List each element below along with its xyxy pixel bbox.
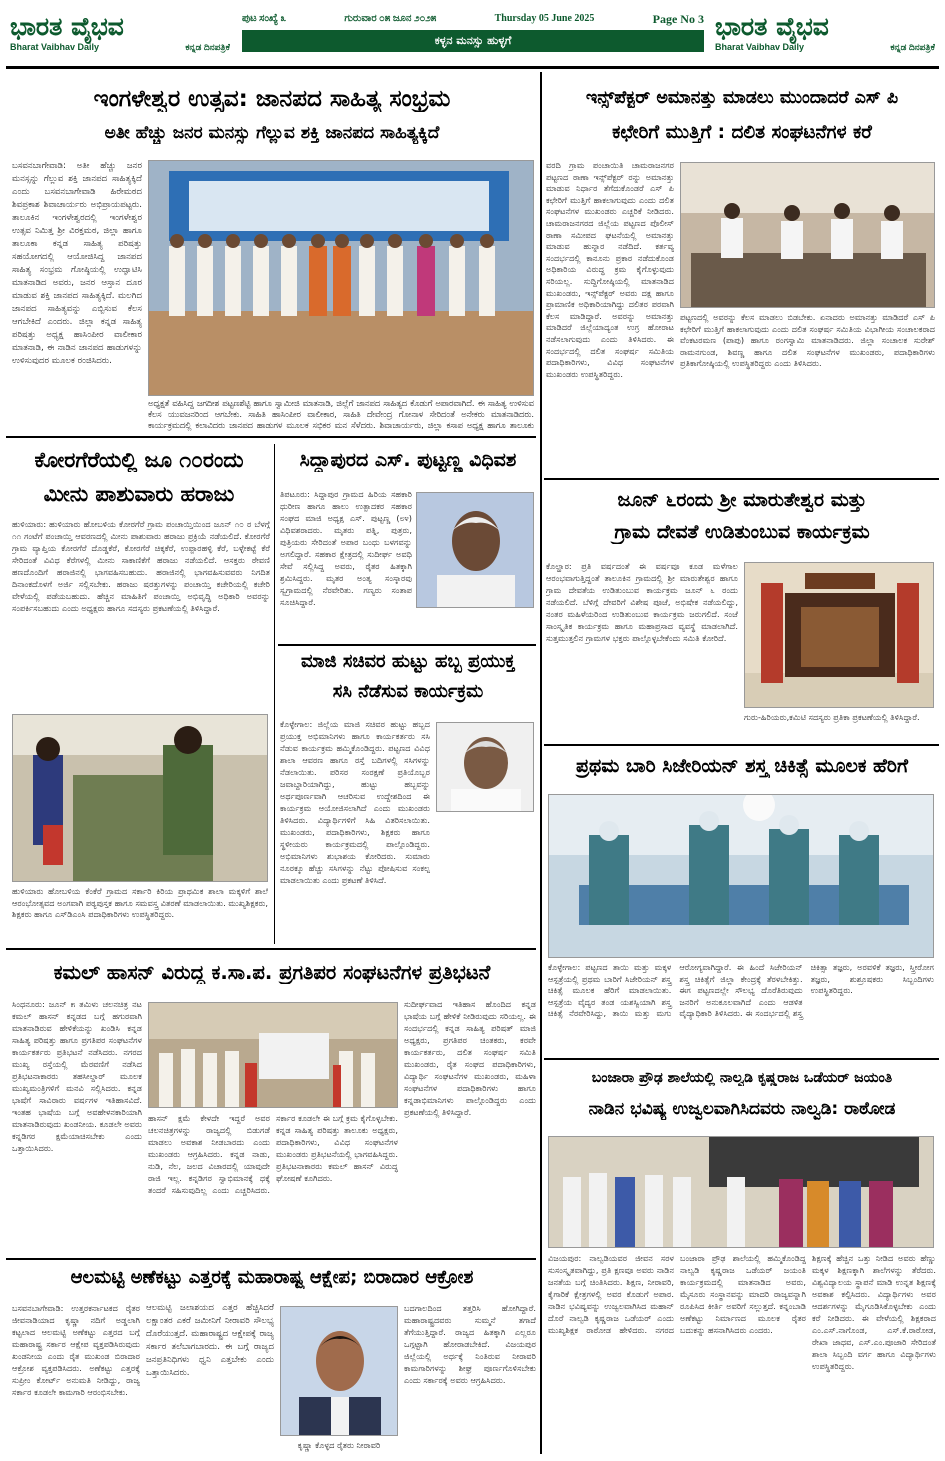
a1-photo — [148, 160, 534, 396]
a6-photo — [744, 562, 934, 708]
a4-portrait — [417, 493, 534, 608]
a5-portrait — [437, 723, 534, 812]
slogan: ಕಳ್ಳನ ಮನಸ್ಸು ಹುಳ್ಳಗೆ — [434, 34, 512, 47]
a10-headline: ಆಲಮಟ್ಟಿ ಅಣೆಕಟ್ಟು ಎತ್ತರಕ್ಕೆ ಮಹಾರಾಷ್ಟ್ರ ಆಕ್ಷೇಪ; ಬಿರಾದಾರ ಆಕ್ರೋಶ — [70, 1268, 474, 1288]
a8-rule — [6, 1258, 536, 1260]
a6-text: ಕೊಲ್ಹಾರ: ಪ್ರತಿ ವರ್ಷದಂತೆ ಈ ವರ್ಷವೂ ಕೂಡ ಮಳೆಗಾಲ ಆರಂಭವಾಗುತ್ತಿದ್ದಂತೆ ತಾಲೂಕಿನ ಗ್ರಾಮದಲ್ಲಿ ಶ್ರೀ ಮಾರುತೇಶ್ವರ ಹಾಗೂ ಗ್ರಾಮ ದೇವತೆಯ ಉಡಿತುಂಬುವ ಕಾರ್ಯಕ್ರಮ ಜೂನ್ ೬ ರಂದು ನಡೆಯಲಿದೆ. ಬೆಳಿಗ್ಗೆ ದೇವರಿಗೆ ವಿಶೇಷ ಪೂಜೆ, ಅಭಿಷೇಕ ನಡೆಯಲಿದ್ದು, ನಂತರ ಮಹಿಳೆಯರಿಂದ ಉಡಿತುಂಬುವ ಕಾರ್ಯಕ್ರಮ ಜರುಗಲಿದೆ. ಸಂಜೆ ಸಾಂಸ್ಕೃತಿಕ ಕಾರ್ಯಕ್ರಮ ಹಾಗೂ ಮಹಾಪ್ರಸಾದ ವ್ಯವಸ್ಥೆ ಮಾಡಲಾಗಿದೆ. ಸುತ್ತಮುತ್ತಲಿನ ಗ್ರಾಮಗಳ ಭಕ್ತರು ಪಾಲ್ಗೊಳ್ಳಬೇಕೆಂದು ಸಮಿತಿ ಕೋರಿದೆ. — [546, 561, 738, 643]
a1-rule — [6, 436, 536, 438]
a1-photo-image — [149, 161, 534, 396]
a5-headline: ಮಾಜಿ ಸಚಿವರ ಹುಟ್ಟು ಹಬ್ಬ ಪ್ರಯುಕ್ತ — [300, 652, 515, 672]
a4-headline: ಸಿದ್ದಾಪುರದ ಎಸ್. ಪುಟ್ಟಣ್ಣ ವಿಧಿವಶ — [299, 450, 517, 471]
a2-rule — [544, 478, 939, 480]
masthead-english-left: Bharat Vaibhav Daily — [10, 42, 100, 52]
a5-photo — [436, 722, 534, 812]
masthead-center — [242, 12, 704, 62]
a9-photo — [548, 1136, 934, 1248]
a1-subheadline: ಅತೀ ಹೆಚ್ಚು ಜನರ ಮನಸ್ಸು ಗೆಲ್ಲುವ ಶಕ್ತಿ ಜಾನಪದ ಸಾಹಿತ್ಯಕ್ಕಿದೆ — [104, 124, 440, 143]
a2-photo — [680, 162, 935, 308]
masthead-left — [10, 12, 230, 62]
a6-photo-image — [745, 563, 934, 708]
a2-headline: ಇನ್ಸ್‌ಪೆಕ್ಟರ್ ಅಮಾನತ್ತು ಮಾಡಲು ಮುಂದಾದರೆ ಎಸ್ ಪಿ — [585, 88, 899, 108]
a8-text-right: ಸುದೀರ್ಘವಾದ ಇತಿಹಾಸ ಹೊಂದಿದ ಕನ್ನಡ ಭಾಷೆಯ ಬಗ್ಗೆ ಹೇಳಿಕೆ ನೀಡಿರುವುದು ಸರಿಯಲ್ಲ. ಈ ಸಂದರ್ಭದಲ್ಲಿ ಕನ್ನಡ ಸಾಹಿತ್ಯ ಪರಿಷತ್ ಮಾಜಿ ಅಧ್ಯಕ್ಷರು, ಪ್ರಗತಿಪರ ಚಿಂತಕರು, ಕರವೇ ಕಾರ್ಯಕರ್ತರು, ದಲಿತ ಸಂಘರ್ಷ ಸಮಿತಿ ಮುಖಂಡರು, ರೈತ ಸಂಘದ ಪದಾಧಿಕಾರಿಗಳು, ವಿದ್ಯಾರ್ಥಿ ಸಂಘಟನೆಗಳ ಮುಖಂಡರು, ಮಹಿಳಾ ಸಂಘಟನೆಗಳ ಪದಾಧಿಕಾರಿಗಳು ಹಾಗೂ ಕನ್ನಡಾಭಿಮಾನಿಗಳು ಪಾಲ್ಗೊಂಡಿದ್ದರು ಎಂದು ಪ್ರಕಟಣೆಯಲ್ಲಿ ತಿಳಿಸಿದ್ದಾರೆ. — [404, 999, 536, 1117]
a1-text-left: ಬಸವನಬಾಗೇವಾಡಿ: ಅತೀ ಹೆಚ್ಚು ಜನರ ಮನಸ್ಸನ್ನು ಗೆಲ್ಲುವ ಶಕ್ತಿ ಜಾನಪದ ಸಾಹಿತ್ಯಕ್ಕಿದೆ ಎಂದು ಬಸವನಬಾಗೇವಾಡಿ ಹಿರೇಮಠದ ಶಿವಪ್ರಕಾಶ ಶಿವಾಚಾರ್ಯರು ಅಭಿಪ್ರಾಯಪಟ್ಟರು. ತಾಲೂಕಿನ ಇಂಗಳೇಶ್ವರದಲ್ಲಿ ಇಂಗಳೇಶ್ವರ ಉತ್ಸವ ನಿಮಿತ್ತ ಶ್ರೀ ವಿರಕ್ತಮಠ, ಜಿಲ್ಲಾ ಹಾಗೂ ತಾಲೂಕಾ ಕನ್ನಡ ಸಾಹಿತ್ಯ ಪರಿಷತ್ತು ಸಹಯೋಗದಲ್ಲಿ ಆಯೋಜಿಸಿದ್ದ ಜಾನಪದ ಸಾಹಿತ್ಯ ಸಂಭ್ರಮ ಗೋಷ್ಠಿಯಲ್ಲಿ ಉದ್ಘಾಟಿಸಿ ಮಾತನಾಡಿದ ಅವರು, ಜನರ ಆಸ್ತಾನ ದೂರ ಮಾಡುವ ಶಕ್ತಿ ಜಾನಪದ ಸಾಹಿತ್ಯಕ್ಕಿದೆ. ಮಲಗಿದ ಜಾನಪದ ಸಾಹಿತ್ಯವನ್ನು ಎಬ್ಬಿಸುವ ಕೆಲಸ ಆಗಬೇಕಿದೆ ಎಂದರು. ಜಿಲ್ಲಾ ಕನ್ನಡ ಸಾಹಿತ್ಯ ಪರಿಷತ್ತು ಅಧ್ಯಕ್ಷ ಹಾಸಿಂಪೀರ ವಾಲೀಕಾರ ಮಾತನಾಡಿ, ಈ ನಾಡಿನ ಜಾನಪದ ಹಾಡುಗಳನ್ನು ಉಳಿಸುವುದರ ಮೂಲಕ ರಂಜಿಸಿದರು. — [12, 161, 142, 366]
a10-text-mid: ಆಲಮಟ್ಟಿ ಜಲಾಶಯದ ಎತ್ತರ ಹೆಚ್ಚಿಸಿದರೆ ಲಕ್ಷಾಂತರ ಎಕರೆ ಜಮೀನಿಗೆ ನೀರಾವರಿ ಸೌಲಭ್ಯ ದೊರೆಯುತ್ತದೆ. ಮಹಾರಾಷ್ಟ್ರದ ಆಕ್ಷೇಪಕ್ಕೆ ರಾಜ್ಯ ಸರ್ಕಾರ ತಲೆಬಾಗಬಾರದು. ಈ ಬಗ್ಗೆ ರಾಜ್ಯದ ಜನಪ್ರತಿನಿಧಿಗಳು ಧ್ವನಿ ಎತ್ತಬೇಕು ಎಂದು ಒತ್ತಾಯಿಸಿದರು. — [146, 1303, 274, 1378]
a3-headline: ಕೋರಗೆರೆಯಲ್ಲಿ ಜೂ ೧೦ರಂದು — [34, 448, 244, 472]
a6-headline: ಜೂನ್ ೬ರಂದು ಶ್ರೀ ಮಾರುತೇಶ್ವರ ಮತ್ತು — [617, 490, 867, 511]
a5-headline-line2: ಸಸಿ ನೆಡೆಸುವ ಕಾರ್ಯಕ್ರಮ — [332, 682, 484, 702]
a10-text-right: ಬದಗಾಲದಿಂದ ತತ್ತರಿಸಿ ಹೋಗಿದ್ದಾರೆ. ಮಹಾರಾಷ್ಟ್ರದವರು ಸುಮ್ಮನೆ ತಗಾದೆ ತೆಗೆಯುತ್ತಿದ್ದಾರೆ. ರಾಜ್ಯದ ಹಿತಕ್ಕಾಗಿ ಎಲ್ಲರೂ ಒಗ್ಗಟ್ಟಾಗಿ ಹೋರಾಡಬೇಕಿದೆ. ವಿಜಯಪುರ ಜಿಲ್ಲೆಯಲ್ಲಿ ಅರ್ಧಕ್ಕೆ ನಿಂತಿರುವ ನೀರಾವರಿ ಕಾಮಗಾರಿಗಳನ್ನು ಶೀಘ್ರ ಪೂರ್ಣಗೊಳಿಸಬೇಕು ಎಂದು ಸರ್ಕಾರಕ್ಕೆ ಅವರು ಆಗ್ರಹಿಸಿದರು. — [404, 1303, 536, 1385]
a4-photo — [416, 492, 534, 608]
slogan-bar — [242, 30, 704, 52]
a10-portrait — [281, 1307, 398, 1436]
a3-divider — [274, 444, 275, 944]
a3-photo-image — [13, 715, 268, 882]
a4-text: ತಿಪಟೂರು: ಸಿದ್ದಾಪುರ ಗ್ರಾಮದ ಹಿರಿಯ ಸಹಕಾರಿ ಧುರೀಣ ಹಾಗೂ ಹಾಲು ಉತ್ಪಾದಕರ ಸಹಕಾರ ಸಂಘದ ಮಾಜಿ ಅಧ್ಯಕ್ಷ ಎಸ್. ಪುಟ್ಟಣ್ಣ (೮೪) ವಿಧಿವಶರಾದರು. ಮೃತರು ಪತ್ನಿ, ಪುತ್ರರು, ಪುತ್ರಿಯರು ಸೇರಿದಂತೆ ಅಪಾರ ಬಂಧು ಬಳಗವನ್ನು ಅಗಲಿದ್ದಾರೆ. ಸಹಕಾರ ಕ್ಷೇತ್ರದಲ್ಲಿ ಸುದೀರ್ಘ ಅವಧಿ ಸೇವೆ ಸಲ್ಲಿಸಿದ್ದ ಅವರು, ರೈತರ ಹಿತಕ್ಕಾಗಿ ಶ್ರಮಿಸಿದ್ದರು. ಮೃತರ ಅಂತ್ಯ ಸಂಸ್ಕಾರವು ಸ್ವಗ್ರಾಮದಲ್ಲಿ ನೆರವೇರಿತು. ಗಣ್ಯರು ಸಂತಾಪ ಸೂಚಿಸಿದ್ದಾರೆ. — [280, 489, 412, 607]
masthead-name-right: ಭಾರತ ವೈಭವ — [715, 12, 829, 41]
masthead-english-right: Bharat Vaibhav Daily — [715, 42, 805, 52]
a1-headline: ಇಂಗಳೇಶ್ವರ ಉತ್ಸವ: ಜಾನಪದ ಸಾಹಿತ್ಯ ಸಂಭ್ರಮ — [93, 86, 451, 112]
a10-photo — [280, 1306, 398, 1436]
weekday-kannada: ಗುರುವಾರ ೦೫ ಜೂನ ೨೦೨೫ — [344, 13, 437, 24]
masthead-tagline-right: ಕನ್ನಡ ದಿನಪತ್ರಿಕೆ — [890, 42, 935, 52]
a6-headline-line2: ಗ್ರಾಮ ದೇವತೆ ಉಡಿತುಂಬುವ ಕಾರ್ಯಕ್ರಮ — [614, 522, 870, 543]
issue-number: ಪುಟ ಸಂಖ್ಯೆ ೩ — [242, 13, 287, 24]
a7-rule — [544, 1058, 939, 1060]
a3-headline-line2: ಮೀನು ಪಾಶುವಾರು ಹರಾಜು — [43, 482, 235, 506]
a8-headline: ಕಮಲ್ ಹಾಸನ್ ವಿರುದ್ಧ ಕ.ಸಾ.ಪ. ಪ್ರಗತಿಪರ ಸಂಘಟನೆಗಳ ಪ್ರತಿಭಟನೆ — [53, 962, 491, 984]
masthead-right — [715, 12, 935, 62]
a8-text-left: ಸಿಂಧನೂರು: ಜೂನ್ ೫ ತಮಿಳು ಚಲನಚಿತ್ರ ನಟ ಕಮಲ್ ಹಾಸನ್ ಕನ್ನಡದ ಬಗ್ಗೆ ಹಗುರವಾಗಿ ಮಾತನಾಡಿರುವ ಹೇಳಿಕೆಯನ್ನು ಖಂಡಿಸಿ ಕನ್ನಡ ಸಾಹಿತ್ಯ ಪರಿಷತ್ತು ಹಾಗೂ ಪ್ರಗತಿಪರ ಸಂಘಟನೆಗಳ ಕಾರ್ಯಕರ್ತರು ಪ್ರತಿಭಟನೆ ನಡೆಸಿದರು. ನಗರದ ಮುಖ್ಯ ರಸ್ತೆಯಲ್ಲಿ ಮೆರವಣಿಗೆ ನಡೆಸಿದ ಪ್ರತಿಭಟನಾಕಾರರು ತಹಸೀಲ್ದಾರ್ ಮೂಲಕ ಮುಖ್ಯಮಂತ್ರಿಗಳಿಗೆ ಮನವಿ ಸಲ್ಲಿಸಿದರು. ಕನ್ನಡ ಭಾಷೆಗೆ ಸಾವಿರಾರು ವರ್ಷಗಳ ಇತಿಹಾಸವಿದೆ. ಇಂತಹ ಭಾಷೆಯ ಬಗ್ಗೆ ಅವಹೇಳನಕಾರಿಯಾಗಿ ಮಾತನಾಡಿರುವುದು ಖಂಡನೀಯ. ಕೂಡಲೇ ಅವರು ಕನ್ನಡಿಗರ ಕ್ಷಮೆಯಾಚಿಸಬೇಕು ಎಂದು ಒತ್ತಾಯಿಸಿದರು. — [12, 999, 142, 1153]
a6-caption: ಗುರು-ಹಿರಿಯರು,ಕಮಿಟಿ ಸದಸ್ಯರು ಪ್ರತಿಕಾ ಪ್ರಕಟಣೆಯಲ್ಲಿ ತಿಳಿಸಿದ್ದಾರೆ. — [744, 712, 920, 722]
a3-text: ಹುಳಿಯಾರು: ಹುಳಿಯಾರು ಹೋಬಳಿಯ ಕೋರಗೆರೆ ಗ್ರಾಮ ಪಂಚಾಯ್ತಿಯಿಂದ ಜೂನ್ ೧೦ ರ ಬೆಳಗ್ಗೆ ೧೧ ಗಂಟೆಗೆ ಪಂಚಾಯ್ತಿ ಆವರಣದಲ್ಲಿ ಮೀನು ಪಾಶುವಾರು ಹರಾಜು ಪ್ರಕ್ರಿಯೆ ನಡೆಯಲಿದೆ. ಕೋರಗೆರೆ ಗ್ರಾಮ ವ್ಯಾಪ್ತಿಯ ಕೋರಗೆರೆ ದೊಡ್ಡಕೆರೆ, ಕೋರಗೆರೆ ಚಿಕ್ಕಕೆರೆ, ಉಪ್ಪಾರಹಳ್ಳಿ ಕೆರೆ, ಬಳ್ಳೇಕಟ್ಟೆ ಕೆರೆ ಸೇರಿದಂತೆ ವಿವಿಧ ಕೆರೆಗಳಲ್ಲಿ ಮೀನು ಸಾಕಾಣಿಕೆಗೆ ಹರಾಜು ನಡೆಯಲಿದೆ. ಆಸಕ್ತರು ಠೇವಣಿ ಹಣದೊಂದಿಗೆ ಹರಾಜಿನಲ್ಲಿ ಭಾಗವಹಿಸಬಹುದು. ಹರಾಜಿನಲ್ಲಿ ಭಾಗವಹಿಸುವವರು ನಿಗದಿತ ದಿನಾಂಕದೊಳಗೆ ಅರ್ಜಿ ಸಲ್ಲಿಸಬೇಕು. ಹರಾಜು ಷರತ್ತುಗಳನ್ನು ಪಂಚಾಯ್ತಿ ಕಚೇರಿಯಲ್ಲಿ ಕಚೇರಿ ವೇಳೆಯಲ್ಲಿ ಪಡೆಯಬಹುದು. ಹೆಚ್ಚಿನ ಮಾಹಿತಿಗೆ ಪಂಚಾಯ್ತಿ ಅಭಿವೃದ್ಧಿ ಅಧಿಕಾರಿ ಅವರನ್ನು ಸಂಪರ್ಕಿಸಬಹುದು ಎಂದು ಅಧ್ಯಕ್ಷರು ಹಾಗೂ ಸದಸ್ಯರು ಪ್ರಕಟಣೆಯಲ್ಲಿ ತಿಳಿಸಿದ್ದಾರೆ. — [12, 519, 270, 613]
a2-headline-line2: ಕಛೇರಿಗೆ ಮುತ್ತಿಗೆ : ದಲಿತ ಸಂಘಟನೆಗಳ ಕರೆ — [612, 122, 872, 143]
a5-rule — [6, 948, 536, 950]
a3-photo — [12, 714, 268, 882]
a8-photo-image — [149, 1003, 398, 1108]
a8-photo — [148, 1002, 398, 1108]
a7-photo-image — [549, 795, 934, 958]
a2-text: ವರದಿ ಗ್ರಾಮ ಪಂಚಾಯಿತಿ ಚಾಮರಾಜನಗರ ಪಟ್ಟಣದ ಠಾಣಾ ಇನ್ಸ್‌ಪೆಕ್ಟರ್ ರನ್ನು ಅಮಾನತ್ತು ಮಾಡುವ ನಿರ್ಧಾರ ತೆಗೆದುಕೊಂಡರೆ ಎಸ್ ಪಿ ಕಛೇರಿಗೆ ಮುತ್ತಿಗೆ ಹಾಕಲಾಗುವುದು ಎಂದು ದಲಿತ ಸಂಘಟನೆಗಳ ಮುಖಂಡರು ಎಚ್ಚರಿಕೆ ನೀಡಿದರು. ಚಾಮರಾಜನಗರದ ಜಿಲ್ಲೆಯ ಪಟ್ಟಣದ ಪೊಲೀಸ್ ಠಾಣಾ ಸಮೀಪದ ಘಟನೆಯಲ್ಲಿ ಅಮಾನತ್ತು ಮಾಡುವ ಹುನ್ನಾರ ನಡೆದಿದೆ. ಕರ್ತವ್ಯ ಸಂದರ್ಭದಲ್ಲಿ ಕಾನೂನು ಪ್ರಕಾರ ನಡೆದುಕೊಂಡ ಅಧಿಕಾರಿಯ ವಿರುದ್ಧ ಕ್ರಮ ಕೈಗೊಳ್ಳುವುದು ಸರಿಯಲ್ಲ. ಸುದ್ದಿಗೋಷ್ಠಿಯಲ್ಲಿ ಮಾತನಾಡಿದ ಮುಖಂಡರು, ಇನ್ಸ್‌ಪೆಕ್ಟರ್ ಅವರು ದಕ್ಷ ಹಾಗೂ ಪ್ರಾಮಾಣಿಕ ಅಧಿಕಾರಿಯಾಗಿದ್ದು ದಲಿತರ ಪರವಾಗಿ ಕೆಲಸ ಮಾಡಿದ್ದಾರೆ. ಅವರನ್ನು ಅಮಾನತ್ತು ಮಾಡಿದರೆ ಜಿಲ್ಲೆಯಾದ್ಯಂತ ಉಗ್ರ ಹೋರಾಟ ನಡೆಸಲಾಗುವುದು ಎಂದು ತಿಳಿಸಿದರು. ಈ ಸಂದರ್ಭದಲ್ಲಿ ದಲಿತ ಸಂಘರ್ಷ ಸಮಿತಿಯ ಪದಾಧಿಕಾರಿಗಳು, ವಿವಿಧ ಸಂಘಟನೆಗಳ ಮುಖಂಡರು ಉಪಸ್ಥಿತರಿದ್ದರು. — [546, 160, 674, 379]
a7-photo — [548, 794, 934, 958]
a3-caption: ಹುಳಿಯಾರು ಹೋಬಳಿಯ ಕೆಂಕೆರೆ ಗ್ರಾಮದ ಸರ್ಕಾರಿ ಕಿರಿಯ ಪ್ರಾಥಮಿಕ ಶಾಲಾ ಮಕ್ಕಳಿಗೆ ಶಾಲೆ ಆರಂಭೋತ್ಸವದ ಅಂಗವಾಗಿ ಪಠ್ಯಪುಸ್ತಕ ಹಾಗೂ ಸಮವಸ್ತ್ರ ವಿತರಣೆ ಮಾಡಲಾಯಿತು. ಮುಖ್ಯಶಿಕ್ಷಕರು, ಶಿಕ್ಷಕರು ಹಾಗೂ ಎಸ್‌ಡಿಎಂಸಿ ಪದಾಧಿಕಾರಿಗಳು ಉಪಸ್ಥಿತರಿದ್ದರು. — [12, 886, 268, 919]
a9-text-left: ವಿಜಯಪುರ: ನಾಲ್ವಡಿಯವರ ಜೀವನ ಸರಳ ಸುಸಂಸ್ಕೃತವಾಗಿದ್ದು, ಪ್ರತಿ ಕ್ಷಣವೂ ಅವರು ನಾಡಿನ ಜನತೆಯ ಬಗ್ಗೆ ಚಿಂತಿಸಿದರು. ಶಿಕ್ಷಣ, ನೀರಾವರಿ, ಕೈಗಾರಿಕೆ ಕ್ಷೇತ್ರಗಳಲ್ಲಿ ಅವರ ಕೊಡುಗೆ ಅಪಾರ. ನಾಡಿನ ಭವಿಷ್ಯವನ್ನು ಉಜ್ವಲವಾಗಿಸಿದ ಮಹಾನ್ ದೊರೆ ನಾಲ್ವಡಿ ಕೃಷ್ಣರಾಜ ಒಡೆಯರ್ ಎಂದು ಮುಖ್ಯಶಿಕ್ಷಕ ರಾಠೋಡ ಹೇಳಿದರು. ನಗರದ ಬಂಜಾರಾ ಪ್ರೌಢ ಶಾಲೆಯಲ್ಲಿ ಹಮ್ಮಿಕೊಂಡಿದ್ದ ನಾಲ್ವಡಿ ಕೃಷ್ಣರಾಜ ಒಡೆಯರ್ ಜಯಂತಿ ಕಾರ್ಯಕ್ರಮದಲ್ಲಿ ಮಾತನಾಡಿದ ಅವರು, ಮೈಸೂರು ಸಂಸ್ಥಾನವನ್ನು ಮಾದರಿ ರಾಜ್ಯವನ್ನಾಗಿ ರೂಪಿಸಿದ ಕೀರ್ತಿ ಅವರಿಗೆ ಸಲ್ಲುತ್ತದೆ. ಕನ್ನಂಬಾಡಿ ಅಣೆಕಟ್ಟು ನಿರ್ಮಾಣದ ಮೂಲಕ ರೈತರ ಬದುಕನ್ನು ಹಸನಾಗಿಸಿದರು ಎಂದರು. — [548, 1253, 806, 1335]
page-number: Page No 3 — [652, 12, 704, 26]
masthead-tagline-left: ಕನ್ನಡ ದಿನಪತ್ರಿಕೆ — [185, 42, 230, 52]
a7-text: ಕೊಳ್ಳೇಗಾಲ: ಪಟ್ಟಣದ ತಾಯಿ ಮತ್ತು ಮಕ್ಕಳ ಆಸ್ಪತ್ರೆಯಲ್ಲಿ ಪ್ರಥಮ ಬಾರಿಗೆ ಸಿಜೇರಿಯನ್ ಶಸ್ತ್ರ ಚಿಕಿತ್ಸೆ ಮೂಲಕ ಹೆರಿಗೆ ಮಾಡಲಾಯಿತು. ಆಸ್ಪತ್ರೆಯ ವೈದ್ಯರ ತಂಡ ಯಶಸ್ವಿಯಾಗಿ ಶಸ್ತ್ರ ಚಿಕಿತ್ಸೆ ನೆರವೇರಿಸಿದ್ದು, ತಾಯಿ ಮತ್ತು ಮಗು ಆರೋಗ್ಯವಾಗಿದ್ದಾರೆ. ಈ ಹಿಂದೆ ಸಿಜೇರಿಯನ್ ಶಸ್ತ್ರ ಚಿಕಿತ್ಸೆಗೆ ಜಿಲ್ಲಾ ಕೇಂದ್ರಕ್ಕೆ ತೆರಳಬೇಕಿತ್ತು. ಈಗ ಪಟ್ಟಣದಲ್ಲೇ ಸೌಲಭ್ಯ ದೊರೆತಿರುವುದು ಜನರಿಗೆ ಅನುಕೂಲವಾಗಿದೆ ಎಂದು ಆಡಳಿತ ವೈದ್ಯಾಧಿಕಾರಿ ತಿಳಿಸಿದರು. ಈ ಸಂದರ್ಭದಲ್ಲಿ ಶಸ್ತ್ರ ಚಿಕಿತ್ಸಾ ತಜ್ಞರು, ಅರವಳಿಕೆ ತಜ್ಞರು, ಸ್ತ್ರೀರೋಗ ತಜ್ಞರು, ಶುಶ್ರೂಷಕರು ಸಿಬ್ಬಂದಿಗಳು ಉಪಸ್ಥಿತರಿದ್ದರು. — [548, 962, 934, 1019]
a4-rule — [278, 644, 536, 646]
a9-headline-line2: ನಾಡಿನ ಭವಿಷ್ಯ ಉಜ್ವಲವಾಗಿಸಿದವರು ನಾಲ್ವಡಿ: ರಾಠೋಡ — [588, 1100, 896, 1119]
a6-rule — [544, 744, 939, 746]
a2-text-right: ಪಟ್ಟಣದಲ್ಲಿ ಅವರನ್ನು ಕೆಲಸ ಮಾಡಲು ಬಿಡಬೇಕು. ಏನಾದರು ಅಮಾನತ್ತು ಮಾಡಿದರೆ ಎಸ್ ಪಿ ಕಛೇರಿಗೆ ಮುತ್ತಿಗೆ ಹಾಕಲಾಗುವುದು ಎಂದು ದಲಿತ ಸಂಘರ್ಷ ಸಮಿತಿಯ ವಿಭಾಗೀಯ ಸಂಚಾಲಕರಾದ ವೆಂಕಟರಮಣ (ಪಾಪು) ಹಾಗೂ ರಂಗಸ್ವಾಮಿ ಮಾತನಾಡಿದರು. ಜಿಲ್ಲಾ ಸಂಚಾಲಕ ಸುರೇಶ್ ರಾಮನಗುಂಡ, ಶಿವಣ್ಣ ಹಾಗೂ ದಲಿತ ಸಂಘಟನೆಗಳ ಮುಖಂಡರು, ಪದಾಧಿಕಾರಿಗಳು ಪ್ರತಿಕಾಗೋಷ್ಠಿಯಲ್ಲಿ ಉಪಸ್ಥಿತರಿದ್ದರು ಎಂದು ತಿಳಿಸಿದರು. — [680, 312, 935, 369]
a9-headline: ಬಂಜಾರಾ ಪ್ರೌಢ ಶಾಲೆಯಲ್ಲಿ ನಾಲ್ವಡಿ ಕೃಷ್ಣರಾಜ ಒಡೆಯರ್ ಜಯಂತಿ — [591, 1070, 893, 1086]
column-divider — [540, 72, 542, 1454]
a9-text-right: ಶಿಕ್ಷಣಕ್ಕೆ ಹೆಚ್ಚಿನ ಒತ್ತು ನೀಡಿದ ಅವರು ಹೆಣ್ಣು ಮಕ್ಕಳ ಶಿಕ್ಷಣಕ್ಕಾಗಿ ಶಾಲೆಗಳನ್ನು ತೆರೆದರು. ವಿಶ್ವವಿದ್ಯಾಲಯ ಸ್ಥಾಪನೆ ಮಾಡಿ ಉನ್ನತ ಶಿಕ್ಷಣಕ್ಕೆ ಅವಕಾಶ ಕಲ್ಪಿಸಿದರು. ವಿದ್ಯಾರ್ಥಿಗಳು ಅವರ ಆದರ್ಶಗಳನ್ನು ಮೈಗೂಡಿಸಿಕೊಳ್ಳಬೇಕು ಎಂದು ಕರೆ ನೀಡಿದರು. ಈ ವೇಳೆಯಲ್ಲಿ ಶಿಕ್ಷಕರಾದ ಎಂ.ಎಸ್.ನಾಗೊಂಡ, ಎಸ್.ಕೆ.ರಾಠೋಡ, ರೇಖಾ ಜಾಧವ, ಎಸ್.ಎಂ.ಪೂಜಾರಿ ಸೇರಿದಂತೆ ಶಾಲಾ ಸಿಬ್ಬಂದಿ ವರ್ಗ ಹಾಗೂ ವಿದ್ಯಾರ್ಥಿಗಳು ಉಪಸ್ಥಿತರಿದ್ದರು. — [812, 1253, 936, 1371]
a10-caption: ಕೃಷ್ಣಾ ಕೊಳ್ಳದ ರೈತರು ನೀರಾವರಿ — [297, 1440, 381, 1450]
a7-headline: ಪ್ರಥಮ ಬಾರಿ ಸಿಜೇರಿಯನ್ ಶಸ್ತ್ರ ಚಿಕಿತ್ಸೆ ಮೂಲಕ ಹೆರಿಗೆ — [575, 756, 908, 777]
a5-text: ಕೊಳ್ಳೇಗಾಲ: ಜಿಲ್ಲೆಯ ಮಾಜಿ ಸಚಿವರ ಹುಟ್ಟು ಹಬ್ಬದ ಪ್ರಯುಕ್ತ ಅಭಿಮಾನಿಗಳು ಹಾಗೂ ಕಾರ್ಯಕರ್ತರು ಸಸಿ ನೆಡುವ ಕಾರ್ಯಕ್ರಮ ಹಮ್ಮಿಕೊಂಡಿದ್ದರು. ಪಟ್ಟಣದ ವಿವಿಧ ಶಾಲಾ ಆವರಣ ಹಾಗೂ ರಸ್ತೆ ಬದಿಗಳಲ್ಲಿ ಸಸಿಗಳನ್ನು ನೆಡಲಾಯಿತು. ಪರಿಸರ ಸಂರಕ್ಷಣೆ ಪ್ರತಿಯೊಬ್ಬರ ಜವಾಬ್ದಾರಿಯಾಗಿದ್ದು, ಹುಟ್ಟು ಹಬ್ಬವನ್ನು ಅರ್ಥಪೂರ್ಣವಾಗಿ ಆಚರಿಸುವ ಉದ್ದೇಶದಿಂದ ಈ ಕಾರ್ಯಕ್ರಮ ಆಯೋಜಿಸಲಾಗಿದೆ ಎಂದು ಮುಖಂಡರು ತಿಳಿಸಿದರು. ವಿದ್ಯಾರ್ಥಿಗಳಿಗೆ ಸಿಹಿ ವಿತರಿಸಲಾಯಿತು. ಮುಖಂಡರು, ಪದಾಧಿಕಾರಿಗಳು, ಶಿಕ್ಷಕರು ಹಾಗೂ ಸ್ಥಳೀಯರು ಕಾರ್ಯಕ್ರಮದಲ್ಲಿ ಪಾಲ್ಗೊಂಡಿದ್ದರು. ಅಭಿಮಾನಿಗಳು ಶುಭಾಶಯ ಕೋರಿದರು. ಸುಮಾರು ನೂರಕ್ಕೂ ಹೆಚ್ಚು ಸಸಿಗಳನ್ನು ನೆಟ್ಟು ಪೋಷಿಸುವ ಸಂಕಲ್ಪ ಮಾಡಲಾಯಿತು ಎಂದು ಪ್ರಕಟಣೆ ತಿಳಿಸಿದೆ. — [280, 719, 430, 885]
a9-photo-image — [549, 1137, 934, 1248]
masthead-rule — [6, 66, 939, 69]
a1-text-below: ಅಧ್ಯಕ್ಷತೆ ವಹಿಸಿದ್ದ ಜಗದೀಶ ಪಟ್ಟಣಶೆಟ್ಟಿ ಹಾಗೂ ಸ್ವಾಮೀಜಿ ಮಾತನಾಡಿ, ಜಿಲ್ಲೆಗೆ ಜಾನಪದ ಸಾಹಿತ್ಯದ ಕೊಡುಗೆ ಅಪಾರವಾಗಿದೆ. ಈ ಸಾಹಿತ್ಯ ಉಳಿಸುವ ಕೆಲಸ ಯುವಜನರಿಂದ ಆಗಬೇಕು. ಸಾಹಿತಿ ಹಾಸಿಂಪೀರ ವಾಲೀಕಾರ, ಸಾಹಿತಿ ದೇವೇಂದ್ರ ಗೋನಾಳ ಸೇರಿದಂತೆ ಅನೇಕರು ಮಾತನಾಡಿದರು. ಕಾರ್ಯಕ್ರಮದಲ್ಲಿ ಕಲಾವಿದರು ಜಾನಪದ ಹಾಡುಗಳ ಮೂಲಕ ಸಭಿಕರ ಮನ ಸೆಳೆದರು. ಶಿವಾಚಾರ್ಯರು, ಜಿಲ್ಲಾ ಕಸಾಪ ಅಧ್ಯಕ್ಷ ಹಾಗೂ ತಾಲೂಕು — [148, 398, 534, 430]
a10-text-left: ಬಸವನಬಾಗೇವಾಡಿ: ಉತ್ತರಕರ್ನಾಟಕದ ರೈತರ ಜೀವನಾಡಿಯಾದ ಕೃಷ್ಣಾ ನದಿಗೆ ಅಡ್ಡಲಾಗಿ ಕಟ್ಟಲಾದ ಆಲಮಟ್ಟಿ ಅಣೆಕಟ್ಟು ಎತ್ತರದ ಬಗ್ಗೆ ಮಹಾರಾಷ್ಟ್ರ ಸರ್ಕಾರ ಆಕ್ಷೇಪ ವ್ಯಕ್ತಪಡಿಸಿರುವುದು ಖಂಡನೀಯ ಎಂದು ರೈತ ಮುಖಂಡ ಬಿರಾದಾರ ಆಕ್ರೋಶ ವ್ಯಕ್ತಪಡಿಸಿದರು. ಅಣೆಕಟ್ಟು ಎತ್ತರಕ್ಕೆ ಸುಪ್ರೀಂ ಕೋರ್ಟ್ ಅನುಮತಿ ನೀಡಿದ್ದು, ರಾಜ್ಯ ಸರ್ಕಾರ ಕೂಡಲೇ ಕಾಮಗಾರಿ ಆರಂಭಿಸಬೇಕು. ಆಲಮಟ್ಟಿ ಜಲಾಶಯದ ಎತ್ತರ ಹೆಚ್ಚಿಸಿದರೆ ಲಕ್ಷಾಂತರ ಎಕರೆ ಜಮೀನಿಗೆ ನೀರಾವರಿ ಸೌಲಭ್ಯ ದೊರೆಯುತ್ತದೆ. ಮಹಾರಾಷ್ಟ್ರದ ಆಕ್ಷೇಪಕ್ಕೆ ರಾಜ್ಯ ಸರ್ಕಾರ ತಲೆಬಾಗಬಾರದು. ಈ ಬಗ್ಗೆ ರಾಜ್ಯದ ಜನಪ್ರತಿನಿಧಿಗಳು ಧ್ವನಿ ಎತ್ತಬೇಕು ಎಂದು ಒತ್ತಾಯಿಸಿದರು. — [12, 1303, 274, 1397]
a8-text-mid: ಹಾಸನ್ ಕ್ಷಮೆ ಕೇಳದೇ ಇದ್ದರೆ ಅವರ ಚಲನಚಿತ್ರಗಳನ್ನು ರಾಜ್ಯದಲ್ಲಿ ಬಿಡುಗಡೆ ಮಾಡಲು ಅವಕಾಶ ನೀಡಬಾರದು ಎಂದು ಮುಖಂಡರು ಆಗ್ರಹಿಸಿದರು. ಕನ್ನಡ ನಾಡು, ನುಡಿ, ನೆಲ, ಜಲದ ವಿಚಾರದಲ್ಲಿ ಯಾವುದೇ ರಾಜಿ ಇಲ್ಲ. ಕನ್ನಡಿಗರ ಸ್ವಾಭಿಮಾನಕ್ಕೆ ಧಕ್ಕೆ ತಂದರೆ ಸಹಿಸುವುದಿಲ್ಲ ಎಂದು ಎಚ್ಚರಿಸಿದರು. ಸರ್ಕಾರ ಕೂಡಲೇ ಈ ಬಗ್ಗೆ ಕ್ರಮ ಕೈಗೊಳ್ಳಬೇಕು. ಕನ್ನಡ ಸಾಹಿತ್ಯ ಪರಿಷತ್ತು ತಾಲೂಕು ಅಧ್ಯಕ್ಷರು, ಪದಾಧಿಕಾರಿಗಳು, ವಿವಿಧ ಸಂಘಟನೆಗಳ ಮುಖಂಡರು ಪ್ರತಿಭಟನೆಯಲ್ಲಿ ಭಾಗವಹಿಸಿದ್ದರು. ಪ್ರತಿಭಟನಾಕಾರರು ಕಮಲ್ ಹಾಸನ್ ವಿರುದ್ಧ ಘೋಷಣೆ ಕೂಗಿದರು. — [148, 1113, 398, 1195]
a2-photo-image — [681, 163, 935, 308]
masthead-name-left: ಭಾರತ ವೈಭವ — [10, 12, 124, 41]
issue-date: Thursday 05 June 2025 — [494, 13, 595, 24]
